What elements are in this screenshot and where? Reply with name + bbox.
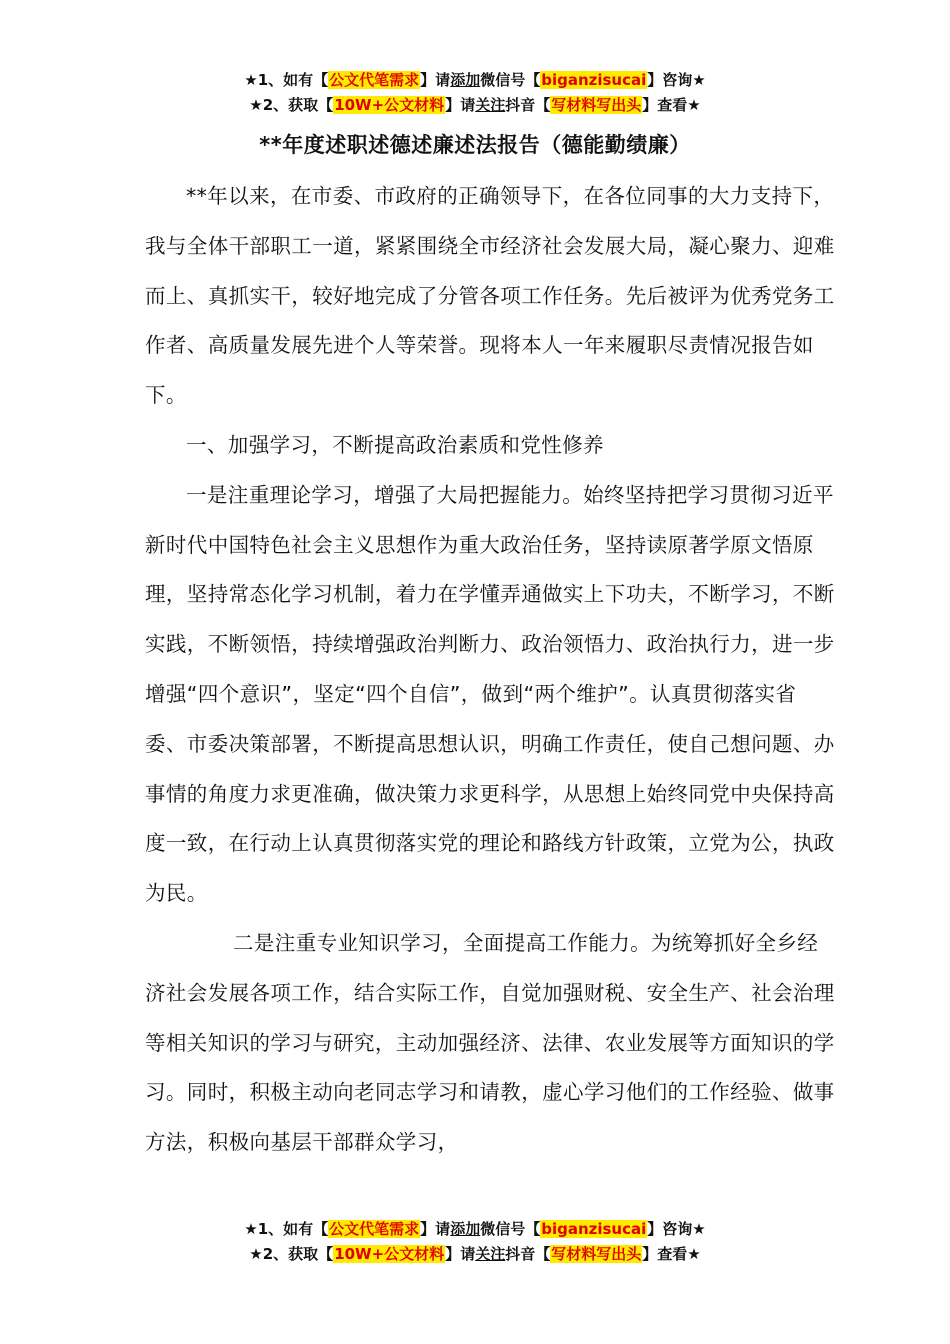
section-heading-1: 一、加强学习，不断提高政治素质和党性修养	[186, 432, 604, 457]
banner-text: 】咨询★	[647, 71, 706, 89]
banner-text: 】查看★	[642, 1245, 701, 1263]
banner-wechat-id: biganzisucai	[541, 71, 647, 89]
banner-text: 微信号【	[480, 71, 541, 89]
banner-text: 】请	[445, 96, 476, 114]
paragraph-intro: **年以来，在市委、市政府的正确领导下，在各位同事的大力支持下，我与全体干部职工一道，紧紧围绕全市经济社会发展大局，凝心聚力、迎难而上、真抓实干，较好地完成了分管各项工作任务。先后被评为优秀党务工作者、高质量发展先进个人等荣誉。现将本人一年来履职尽责情况报告如下。	[145, 184, 835, 408]
footer-line-1	[0, 1217, 950, 1242]
banner-line-1	[0, 68, 950, 93]
banner-douyin-id: 写材料写出头	[551, 96, 642, 114]
banner-line-2	[0, 93, 950, 118]
footer-line-2	[0, 1242, 950, 1267]
paragraph-theory-study: 一是注重理论学习，增强了大局把握能力。始终坚持把学习贯彻习近平新时代中国特色社会主义思想作为重大政治任务，坚持读原著学原文悟原理，坚持常态化学习机制，着力在学懂弄通做实上下功夫，不断学习，不断实践，不断领悟，持续增强政治判断力、政治领悟力、政治执行力，进一步增强“四个意识”，坚定“四个自信”，做到“两个维护”。认真贯彻落实省委、市委决策部署，不断提高思想认识，明确工作责任，使自己想问题、办事情的角度力求更准确，做决策力求更科学，从思想上始终同党中央保持高度一致，在行动上认真贯彻落实党的理论和路线方针政策，立党为公，执政为民。	[145, 482, 835, 906]
banner-text: 】查看★	[642, 96, 701, 114]
banner-underlined-text: 添加	[450, 1220, 481, 1238]
banner-text: ★1、如有【	[244, 71, 329, 89]
banner-text: 抖音【	[505, 1245, 551, 1263]
document-title: **年度述职述德述廉述法报告（德能勤绩廉）	[259, 133, 691, 157]
banner-text: 抖音【	[505, 96, 551, 114]
banner-text: 微信号【	[480, 1220, 541, 1238]
banner-highlight: 10W+公文材料	[334, 96, 445, 114]
footer-banner	[0, 1217, 950, 1267]
banner-douyin-id: 写材料写出头	[551, 1245, 642, 1263]
banner-text: ★2、获取【	[249, 1245, 334, 1263]
paragraph-professional-study: 二是注重专业知识学习，全面提高工作能力。为统筹抓好全乡经济社会发展各项工作，结合实际工作，自觉加强财税、安全生产、社会治理等相关知识的学习与研究，主动加强经济、法律、农业发展等方面知识的学习。同时，积极主动向老同志学习和请教，虚心学习他们的工作经验、做事方法，积极向基层干部群众学习，	[145, 930, 835, 1155]
document-body	[145, 172, 835, 1168]
header-banner	[0, 68, 950, 118]
banner-text: 】请	[445, 1245, 476, 1263]
banner-text: ★2、获取【	[249, 96, 334, 114]
banner-wechat-id: biganzisucai	[541, 1220, 647, 1238]
banner-highlight: 公文代笔需求	[329, 71, 420, 89]
banner-text: 】请	[420, 1220, 451, 1238]
banner-highlight: 公文代笔需求	[329, 1220, 420, 1238]
banner-text: 】咨询★	[647, 1220, 706, 1238]
banner-underlined-text: 关注	[475, 1245, 506, 1263]
banner-underlined-text: 关注	[475, 96, 506, 114]
banner-text: ★1、如有【	[244, 1220, 329, 1238]
banner-text: 】请	[420, 71, 451, 89]
banner-highlight: 10W+公文材料	[334, 1245, 445, 1263]
banner-underlined-text: 添加	[450, 71, 481, 89]
